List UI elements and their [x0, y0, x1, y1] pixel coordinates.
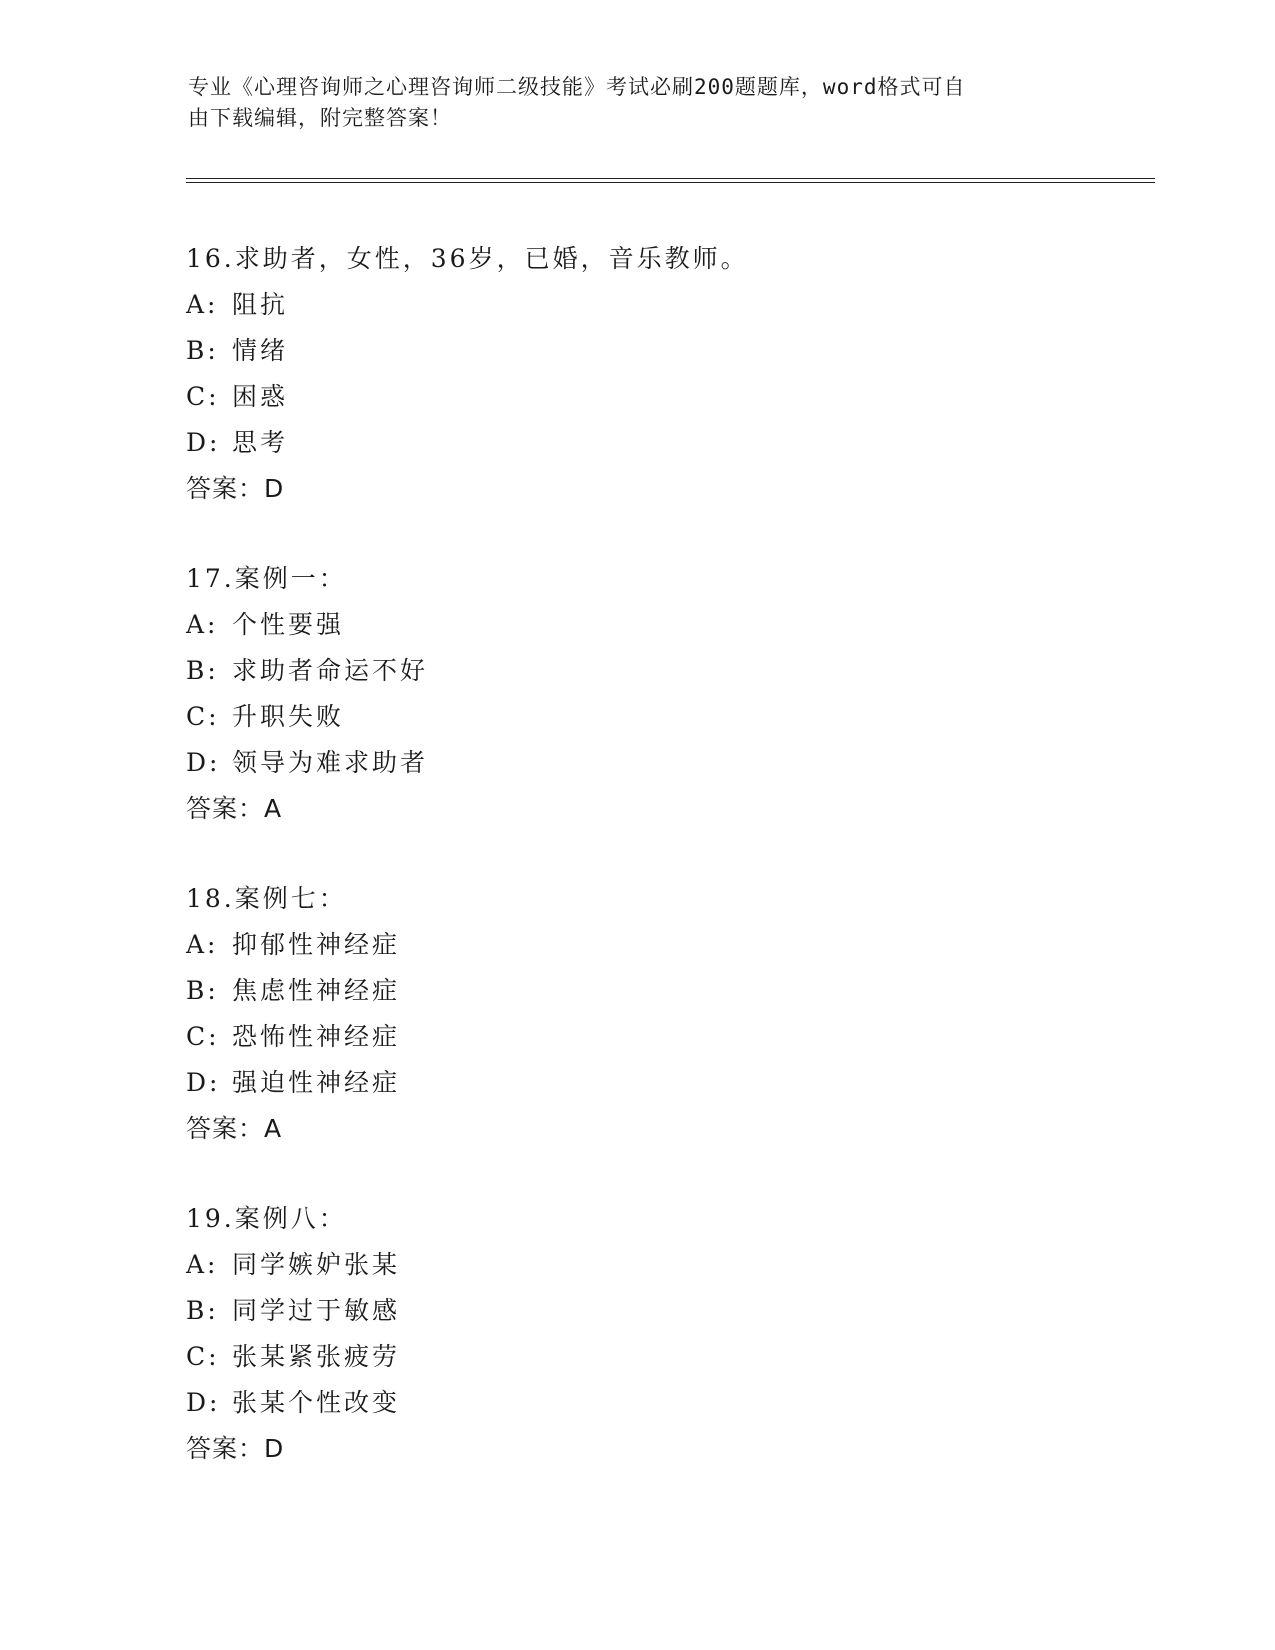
- option-b: [186, 968, 1146, 1014]
- question-list: [186, 236, 1146, 1516]
- option-text: 情绪: [232, 336, 289, 365]
- option-text: 抑郁性神经症: [232, 930, 401, 959]
- option-text: 强迫性神经症: [232, 1068, 401, 1097]
- option-text: 困惑: [232, 382, 289, 411]
- option-a: [186, 282, 1146, 328]
- question-17: [186, 556, 1146, 876]
- header-line-2: 由下载编辑，附完整答案！: [188, 106, 452, 130]
- option-text: 领导为难求助者: [232, 748, 429, 777]
- option-b: [186, 1288, 1146, 1334]
- option-d: [186, 740, 1146, 786]
- option-letter: B:: [186, 1296, 219, 1325]
- option-c: [186, 1014, 1146, 1060]
- option-letter: C:: [186, 382, 220, 411]
- option-text: 思考: [232, 428, 289, 457]
- option-text: 同学嫉妒张某: [232, 1250, 401, 1279]
- option-letter: D:: [186, 1068, 221, 1097]
- question-16: [186, 236, 1146, 556]
- option-letter: B:: [186, 336, 219, 365]
- question-stem: 19.案例八：: [186, 1204, 347, 1233]
- question-stem: 16.求助者，女性，36岁，已婚，音乐教师。: [186, 244, 749, 273]
- answer: 答案：A: [186, 794, 283, 823]
- option-a: [186, 922, 1146, 968]
- option-text: 阻抗: [232, 290, 289, 319]
- question-19: [186, 1196, 1146, 1516]
- option-letter: C:: [186, 1342, 220, 1371]
- option-letter: A:: [186, 1250, 219, 1279]
- document-header: [188, 72, 1068, 134]
- option-c: [186, 374, 1146, 420]
- option-text: 同学过于敏感: [232, 1296, 401, 1325]
- option-letter: C:: [186, 702, 220, 731]
- option-text: 张某紧张疲劳: [232, 1342, 401, 1371]
- option-letter: D:: [186, 748, 221, 777]
- option-a: [186, 1242, 1146, 1288]
- option-text: 恐怖性神经症: [232, 1022, 401, 1051]
- option-d: [186, 420, 1146, 466]
- option-letter: B:: [186, 656, 219, 685]
- option-b: [186, 648, 1146, 694]
- option-a: [186, 602, 1146, 648]
- question-stem: 17.案例一：: [186, 564, 347, 593]
- option-letter: C:: [186, 1022, 220, 1051]
- option-text: 升职失败: [232, 702, 345, 731]
- option-letter: D:: [186, 1388, 221, 1417]
- option-d: [186, 1380, 1146, 1426]
- option-letter: A:: [186, 290, 219, 319]
- answer: 答案：D: [186, 1434, 285, 1463]
- option-text: 个性要强: [232, 610, 345, 639]
- option-text: 张某个性改变: [232, 1388, 401, 1417]
- option-c: [186, 1334, 1146, 1380]
- option-letter: B:: [186, 976, 219, 1005]
- header-line-1: 专业《心理咨询师之心理咨询师二级技能》考试必刷200题题库，word格式可自: [188, 75, 966, 99]
- option-c: [186, 694, 1146, 740]
- answer: 答案：D: [186, 474, 285, 503]
- option-d: [186, 1060, 1146, 1106]
- option-letter: A:: [186, 610, 219, 639]
- answer: 答案：A: [186, 1114, 283, 1143]
- question-18: [186, 876, 1146, 1196]
- header-divider: [186, 178, 1155, 183]
- option-text: 焦虑性神经症: [232, 976, 401, 1005]
- question-stem: 18.案例七：: [186, 884, 347, 913]
- option-letter: A:: [186, 930, 219, 959]
- option-b: [186, 328, 1146, 374]
- option-text: 求助者命运不好: [232, 656, 429, 685]
- option-letter: D:: [186, 428, 221, 457]
